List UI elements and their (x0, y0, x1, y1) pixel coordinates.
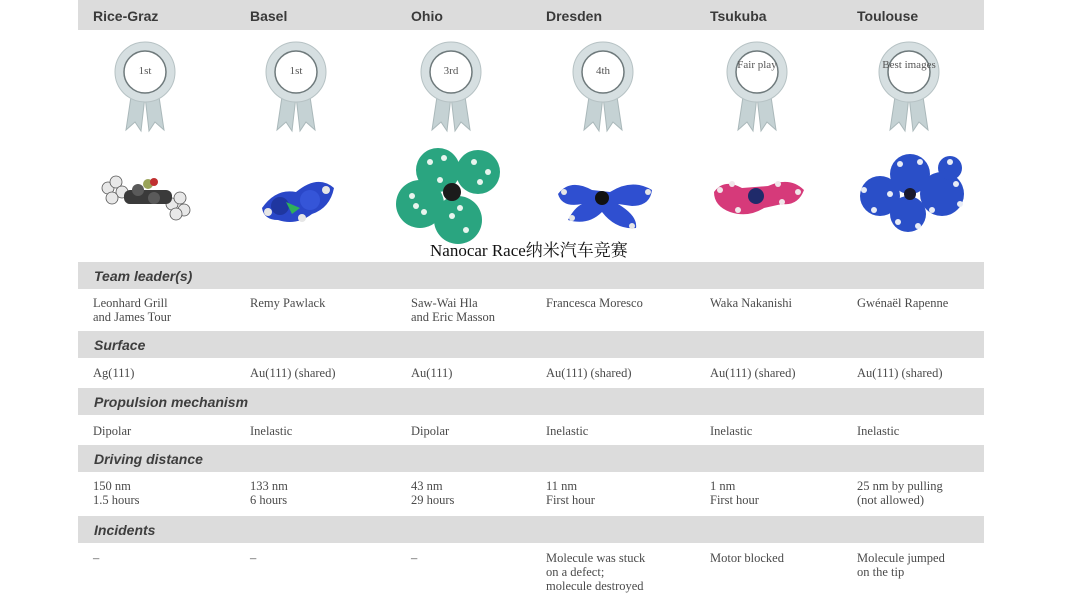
rosette-icon (568, 38, 638, 134)
team-name: Toulouse (857, 8, 919, 24)
section-header (78, 516, 984, 543)
award-rosette (568, 38, 638, 134)
table-cell: Au(111) (shared) (546, 366, 632, 380)
section-header (78, 445, 984, 472)
rosette-icon (416, 38, 486, 134)
section-title: Team leader(s) (94, 268, 193, 284)
table-cell: Inelastic (250, 424, 293, 438)
table-cell: Leonhard Grill and James Tour (93, 296, 172, 324)
table-cell: Saw-Wai Hla and Eric Masson (411, 296, 496, 324)
rosette-icon (110, 38, 180, 134)
award-label: Best images (882, 59, 936, 71)
award-label: 3rd (443, 65, 459, 77)
award-rosette (416, 38, 486, 134)
table-cell: – (250, 551, 257, 565)
table-cell: Dipolar (411, 424, 450, 438)
table-cell: 1 nm First hour (710, 479, 759, 507)
team-name: Ohio (411, 8, 443, 24)
table-cell: Au(111) (411, 366, 453, 380)
team-name: Tsukuba (710, 8, 767, 24)
molecule-image (98, 168, 193, 228)
team-header-row (78, 0, 984, 30)
table-cell: Molecule was stuck on a defect; molecule destroyed (546, 551, 646, 593)
table-cell: – (411, 551, 418, 565)
table-cell: 133 nm 6 hours (250, 479, 288, 507)
team-name: Rice-Graz (93, 8, 159, 24)
team-name: Basel (250, 8, 288, 24)
table-cell: 25 nm by pulling (not allowed) (857, 479, 943, 507)
section-header (78, 262, 984, 289)
section-title: Surface (94, 337, 146, 353)
table-cell: Waka Nakanishi (710, 296, 792, 310)
award-label: 1st (289, 65, 303, 77)
table-cell: 43 nm 29 hours (411, 479, 455, 507)
award-rosette (261, 38, 331, 134)
team-name: Dresden (546, 8, 603, 24)
award-rosette (722, 38, 792, 134)
table-cell: Molecule jumped on the tip (857, 551, 945, 579)
table-cell: Motor blocked (710, 551, 784, 565)
rosette-icon (722, 38, 792, 134)
award-rosette (874, 38, 944, 134)
table-cell: Au(111) (shared) (857, 366, 943, 380)
award-label: 4th (595, 65, 611, 77)
table-cell: 11 nm First hour (546, 479, 595, 507)
award-label: 1st (138, 65, 152, 77)
molecule-image (256, 168, 341, 228)
table-cell: Inelastic (710, 424, 753, 438)
molecule-image (850, 150, 970, 234)
section-header (78, 388, 984, 415)
section-title: Incidents (94, 522, 156, 538)
molecule-image (394, 146, 512, 246)
table-cell: Ag(111) (93, 366, 135, 380)
award-rosette (110, 38, 180, 134)
table-cell: Au(111) (shared) (710, 366, 796, 380)
table-cell: Dipolar (93, 424, 132, 438)
table-cell: – (93, 551, 100, 565)
table-cell: Inelastic (546, 424, 589, 438)
section-header (78, 331, 984, 358)
table-cell: Gwénaël Rapenne (857, 296, 949, 310)
table-cell: Au(111) (shared) (250, 366, 336, 380)
overlay-caption: Nanocar Race纳米汽车竞赛 (430, 241, 628, 260)
nanocar-race-table (78, 0, 984, 600)
rosette-icon (874, 38, 944, 134)
rosette-icon (261, 38, 331, 134)
award-label: Fair play (737, 59, 777, 71)
table-cell: Inelastic (857, 424, 900, 438)
molecule-image (552, 168, 658, 232)
molecule-image (708, 170, 808, 226)
section-title: Propulsion mechanism (94, 394, 249, 410)
table-cell: Remy Pawlack (250, 296, 326, 310)
table-cell: Francesca Moresco (546, 296, 643, 310)
section-title: Driving distance (94, 451, 203, 467)
table-cell: 150 nm 1.5 hours (93, 479, 140, 507)
